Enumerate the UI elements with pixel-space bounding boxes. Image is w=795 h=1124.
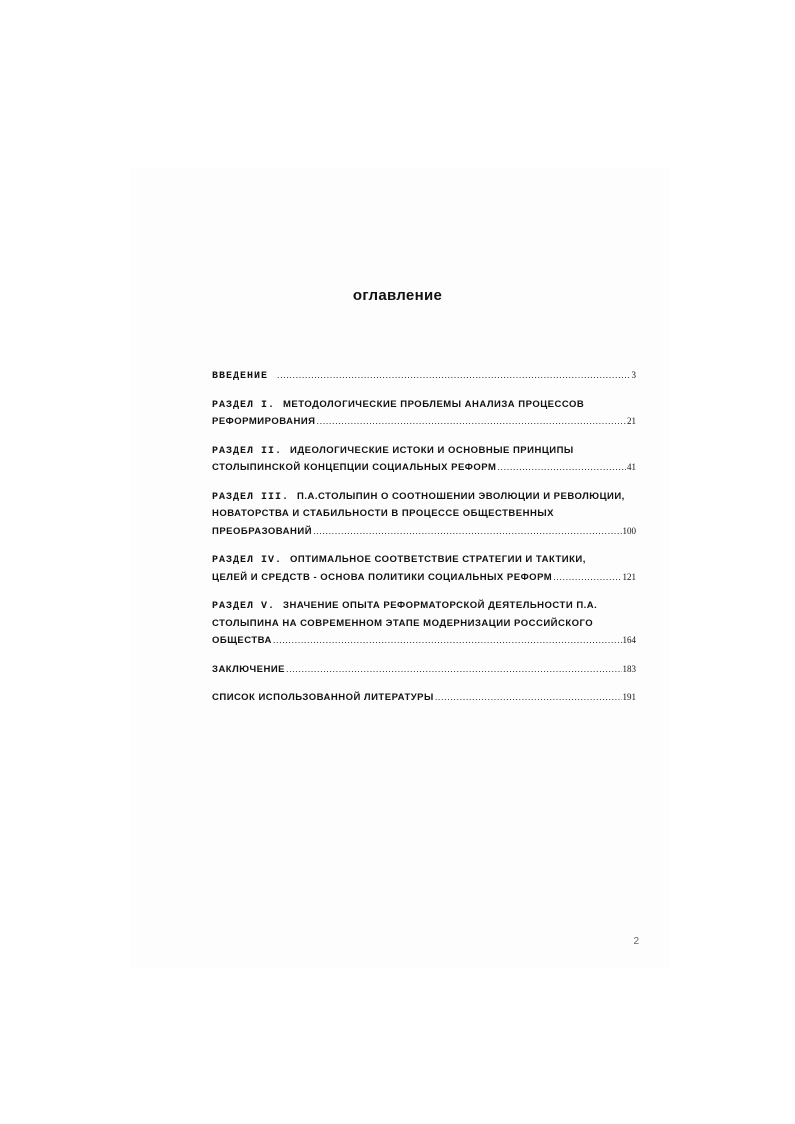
toc-line (212, 615, 636, 633)
toc-line (212, 689, 636, 707)
toc-entry (212, 689, 636, 707)
toc-section-label: РАЗДЕЛ III. (212, 491, 290, 503)
toc-section-label: РАЗДЕЛ I. (212, 399, 276, 411)
page-title: оглавление (352, 287, 443, 304)
toc-entry-text: П.А.СТОЛЫПИН О СООТНОШЕНИИ ЭВОЛЮЦИИ И РЕВОЛЮЦИИ, (297, 490, 625, 502)
toc-page-number: 3 (631, 370, 636, 380)
toc-line (212, 442, 636, 460)
toc-entry-text: ЦЕЛЕЙ И СРЕДСТВ - ОСНОВА ПОЛИТИКИ СОЦИАЛЬНЫХ РЕФОРМ (212, 571, 553, 583)
toc-entry (212, 396, 636, 431)
toc-entry (212, 367, 636, 385)
toc-line (212, 551, 636, 569)
toc-page-number: 100 (622, 525, 636, 536)
toc-line (212, 459, 636, 477)
table-of-contents (212, 367, 636, 718)
toc-entry-text: МЕТОДОЛОГИЧЕСКИЕ ПРОБЛЕМЫ АНАЛИЗА ПРОЦЕССОВ (283, 398, 585, 410)
toc-entry-text: СТОЛЫПИНА НА СОВРЕМЕННОМ ЭТАПЕ МОДЕРНИЗАЦИИ РОССИЙСКОГО (212, 617, 594, 629)
toc-section-label: РАЗДЕЛ V. (212, 601, 276, 612)
toc-entry-text: СПИСОК ИСПОЛЬЗОВАННОЙ ЛИТЕРАТУРЫ (212, 692, 434, 703)
toc-line (212, 569, 636, 587)
toc-section-label: РАЗДЕЛ IV. (212, 555, 283, 566)
toc-entry (212, 551, 636, 586)
toc-page-number: 21 (627, 416, 636, 426)
toc-line (212, 396, 636, 414)
toc-entry-text: НОВАТОРСТВА И СТАБИЛЬНОСТИ В ПРОЦЕССЕ ОБЩЕСТВЕННЫХ (212, 508, 554, 519)
toc-line (212, 367, 636, 385)
toc-leader-dots (553, 569, 621, 587)
toc-entry-text: ЗНАЧЕНИЕ ОПЫТА РЕФОРМАТОРСКОЙ ДЕЯТЕЛЬНОСТИ П.А. (283, 600, 598, 611)
toc-line (212, 523, 636, 541)
toc-leader-dots (277, 367, 630, 385)
toc-page-number: 164 (622, 635, 636, 645)
toc-section-label: РАЗДЕЛ II. (212, 445, 283, 457)
toc-line (212, 488, 636, 506)
toc-page-number: 121 (622, 571, 636, 582)
toc-entry (212, 442, 636, 477)
toc-entry-text: РЕФОРМИРОВАНИЯ (212, 416, 316, 427)
toc-entry (212, 661, 636, 679)
toc-line (212, 632, 636, 650)
toc-entry-text: ИДЕОЛОГИЧЕСКИЕ ИСТОКИ И ОСНОВНЫЕ ПРИНЦИПЫ (290, 444, 574, 456)
toc-entry-text: СТОЛЫПИНСКОЙ КОНЦЕПЦИИ СОЦИАЛЬНЫХ РЕФОРМ (212, 462, 497, 473)
toc-line (212, 597, 636, 615)
toc-entry-text: ОБЩЕСТВА (212, 635, 272, 646)
toc-leader-dots (273, 632, 622, 650)
toc-leader-dots (435, 689, 622, 707)
toc-page-number: 183 (622, 663, 636, 674)
toc-leader-dots (497, 459, 626, 477)
toc-leader-dots (286, 661, 622, 679)
toc-line (212, 505, 636, 523)
toc-entry-text: ОПТИМАЛЬНОЕ СООТВЕТСТВИЕ СТРАТЕГИИ И ТАКТИКИ, (290, 554, 586, 565)
toc-entry-text: ЗАКЛЮЧЕНИЕ (212, 663, 285, 675)
page-number: 2 (633, 936, 639, 947)
toc-leader-dots (317, 413, 627, 431)
toc-leader-dots (313, 523, 621, 541)
toc-line (212, 413, 636, 431)
toc-entry (212, 488, 636, 541)
toc-page-number: 41 (627, 462, 636, 472)
toc-line (212, 661, 636, 679)
toc-section-label: ВВЕДЕНИЕ (212, 371, 269, 382)
toc-entry (212, 597, 636, 650)
toc-page-number: 191 (622, 692, 636, 702)
toc-entry-text: ПРЕОБРАЗОВАНИЙ (212, 525, 313, 537)
